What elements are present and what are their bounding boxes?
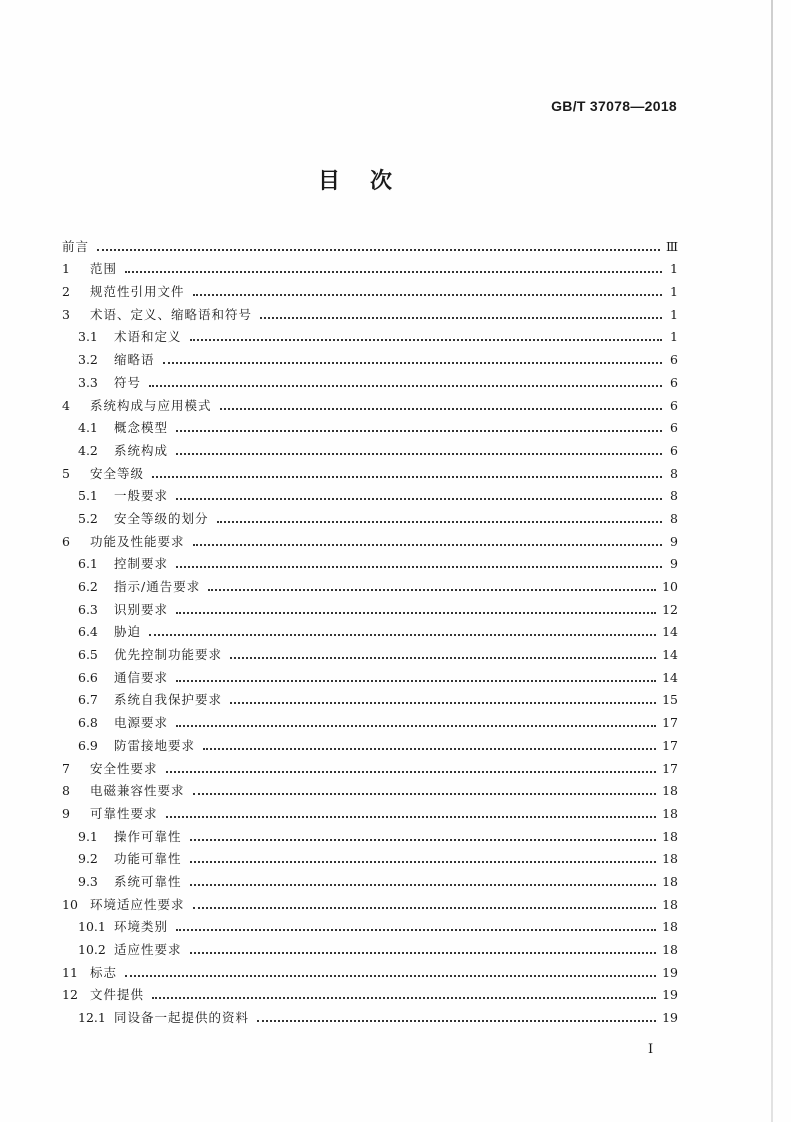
toc-entry[interactable] [62,617,678,640]
toc-entry-number: 6.7 [78,692,98,708]
dot-leader [190,884,657,886]
toc-entry-page: 17 [662,760,678,776]
dot-leader [257,1020,656,1022]
toc-entry-number: 4 [62,397,70,413]
toc-entry-label: 术语和定义 [114,329,182,345]
toc-entry-page: 6 [670,374,678,390]
toc-entry[interactable] [62,481,678,504]
toc-entry-number: 12 [62,987,78,1003]
toc-entry-number: 5.1 [78,488,98,504]
toc-entry-label: 前言 [62,238,90,254]
toc-entry[interactable] [62,435,678,458]
toc-entry-label: 缩略语 [114,352,155,368]
toc-entry-number: 10 [62,896,78,912]
toc-entry-number: 10.2 [78,942,106,957]
toc-entry-number: 7 [62,760,70,776]
toc-entry-number: 6 [62,533,70,549]
toc-entry-number: 6.2 [78,579,98,594]
toc-entry-page: 18 [662,873,678,889]
dot-leader [190,952,657,954]
dot-leader [176,498,662,500]
toc-entry[interactable] [62,571,678,594]
toc-entry-label: 识别要求 [114,601,169,617]
toc-entry[interactable] [62,594,678,617]
dot-leader [176,430,662,432]
toc-entry[interactable] [62,549,678,572]
toc-entry-number: 9.2 [78,851,98,867]
toc-entry-number: 1 [62,261,70,277]
dot-leader [230,702,656,704]
toc-entry-page: 1 [670,284,678,300]
toc-entry[interactable] [62,344,678,367]
toc-entry-label: 概念模型 [114,420,169,436]
toc-entry-label: 术语、定义、缩略语和符号 [90,306,253,322]
toc-entry-page: 17 [662,737,678,753]
dot-leader [125,271,662,273]
dot-leader [193,544,662,546]
page-title: 目次 [317,169,422,194]
dot-leader [152,997,656,999]
dot-leader [260,317,662,319]
dot-leader [163,362,662,364]
dot-leader [220,408,662,410]
toc-entry[interactable] [62,889,678,912]
toc-entry-label: 一般要求 [114,488,169,504]
dot-leader [152,476,662,478]
toc-entry-label: 同设备一起提供的资料 [114,1010,250,1026]
toc-entry-page: 6 [670,420,678,436]
toc-entry-number: 6.8 [78,715,98,731]
toc-entry-page: 18 [662,783,678,799]
toc-entry-label: 通信要求 [114,669,169,685]
toc-entry-label: 符号 [114,374,142,390]
standard-code: GB/T 37078—2018 [551,98,677,114]
dot-leader [208,589,656,591]
toc-entry[interactable] [62,798,678,821]
dot-leader [176,612,656,614]
page-number: I [648,1042,654,1057]
toc-entry-number: 9 [62,805,70,821]
toc-entry-number: 5 [62,465,70,481]
toc-entry-number: 8 [62,783,70,799]
dot-leader [97,249,660,251]
toc-entry-page: 19 [662,964,678,980]
toc-entry-label: 防雷接地要求 [114,737,196,753]
toc-entry-page: 14 [662,647,678,663]
toc-entry-number: 6.1 [78,556,98,572]
toc-entry-label: 功能及性能要求 [90,533,185,549]
toc-entry[interactable] [62,276,678,299]
dot-leader [166,816,657,818]
toc-entry-label: 操作可靠性 [114,828,182,844]
toc-entry-page: 1 [670,329,678,345]
toc-entry-page: 12 [662,601,678,617]
toc-entry[interactable] [62,753,678,776]
toc-entry-number: 4.2 [78,442,98,458]
toc-entry-page: 10 [662,579,678,594]
page-edge [771,0,773,1122]
dot-leader [176,453,662,455]
toc-entry-page: 18 [662,805,678,821]
dot-leader [176,566,662,568]
toc-entry-number: 6.9 [78,737,98,753]
toc-entry[interactable] [62,980,678,1003]
toc-entry-label: 系统可靠性 [114,873,182,889]
toc-entry-number: 6.3 [78,601,98,617]
toc-entry-number: 3.1 [78,329,98,345]
toc-entry-label: 可靠性要求 [90,805,158,821]
toc-entry-label: 安全性要求 [90,760,158,776]
toc-entry[interactable] [62,503,678,526]
toc-entry-label: 控制要求 [114,556,169,572]
toc-entry[interactable] [62,390,678,413]
toc-entry-number: 5.2 [78,510,98,526]
toc-entry-number: 3.2 [78,352,98,368]
toc-entry-page: 1 [670,306,678,322]
toc-entry-page: 19 [662,987,678,1003]
toc-entry-page: 6 [670,397,678,413]
dot-leader [190,839,657,841]
toc-entry-page: 6 [670,442,678,458]
toc-entry-label: 标志 [90,964,118,980]
toc-entry-label: 系统构成与应用模式 [90,397,212,413]
toc-entry[interactable] [62,413,678,436]
toc-entry-number: 4.1 [78,420,98,436]
dot-leader [176,725,656,727]
dot-leader [176,680,656,682]
dot-leader [193,907,657,909]
toc-entry-label: 电源要求 [114,715,169,731]
toc-entry-page: Ⅲ [665,238,678,254]
toc-entry-label: 系统自我保护要求 [114,692,223,708]
toc-entry-page: 19 [662,1010,678,1026]
dot-leader [193,294,662,296]
toc-entry-page: 8 [670,510,678,526]
toc-entry-page: 18 [662,851,678,867]
toc-entry[interactable] [62,526,678,549]
toc-entry-number: 6.5 [78,647,98,663]
toc-entry-page: 14 [662,624,678,640]
toc-entry-page: 6 [670,352,678,368]
toc-entry-label: 环境适应性要求 [90,896,185,912]
toc-entry-label: 系统构成 [114,442,169,458]
toc-entry[interactable] [62,866,678,889]
toc-entry-label: 胁迫 [114,624,142,640]
toc-entry-page: 8 [670,488,678,504]
toc-entry-number: 9.1 [78,828,98,844]
toc-entry-number: 12.1 [78,1010,106,1026]
toc-entry[interactable] [62,821,678,844]
toc-entry-page: 18 [662,896,678,912]
toc-entry-page: 18 [662,919,678,935]
toc-entry[interactable] [62,662,678,685]
dot-leader [217,521,662,523]
toc-entry-number: 3.3 [78,374,98,390]
dot-leader [149,385,662,387]
toc-entry-number: 10.1 [78,919,106,935]
toc-entry[interactable] [62,231,678,254]
dot-leader [203,748,656,750]
dot-leader [149,634,656,636]
toc-entry-number: 11 [62,964,78,980]
toc-entry[interactable] [62,639,678,662]
dot-leader [125,975,656,977]
toc-entry-number: 6.4 [78,624,98,640]
toc-entry[interactable] [62,322,678,345]
toc-entry[interactable] [62,685,678,708]
toc-entry-page: 9 [670,533,678,549]
dot-leader [166,771,657,773]
dot-leader [176,929,656,931]
toc-entry[interactable] [62,707,678,730]
toc-entry[interactable] [62,912,678,935]
toc-entry[interactable] [62,776,678,799]
toc-entry-label: 电磁兼容性要求 [90,783,185,799]
toc-entry-label: 范围 [90,261,118,277]
toc-entry-page: 15 [662,692,678,708]
dot-leader [193,793,657,795]
toc-entry-page: 8 [670,465,678,481]
toc-entry-label: 文件提供 [90,987,145,1003]
toc-entry-label: 安全等级 [90,465,145,481]
toc-entry-label: 指示/通告要求 [114,579,201,594]
toc-entry[interactable] [62,458,678,481]
toc-entry-label: 优先控制功能要求 [114,647,223,663]
toc-entry[interactable] [62,730,678,753]
toc-entry-page: 18 [662,828,678,844]
toc-entry[interactable] [62,1002,678,1025]
toc-entry[interactable] [62,844,678,867]
toc-entry[interactable] [62,367,678,390]
toc-entry-label: 安全等级的划分 [114,510,209,526]
toc-entry-page: 1 [670,261,678,277]
dot-leader [230,657,656,659]
toc-entry-number: 2 [62,284,70,300]
toc-entry[interactable] [62,934,678,957]
toc-entry[interactable] [62,254,678,277]
toc-entry-number: 6.6 [78,669,98,685]
toc-entry-number: 3 [62,306,70,322]
toc-entry-number: 9.3 [78,873,98,889]
dot-leader [190,339,662,341]
toc-entry[interactable] [62,299,678,322]
toc-entry-label: 适应性要求 [114,942,182,957]
toc-entry-page: 9 [670,556,678,572]
table-of-contents [62,231,678,1025]
dot-leader [190,861,657,863]
toc-entry-label: 规范性引用文件 [90,284,185,300]
toc-entry-page: 18 [662,942,678,957]
toc-entry-page: 14 [662,669,678,685]
toc-entry[interactable] [62,957,678,980]
toc-entry-label: 功能可靠性 [114,851,182,867]
toc-entry-label: 环境类别 [114,919,169,935]
toc-entry-page: 17 [662,715,678,731]
